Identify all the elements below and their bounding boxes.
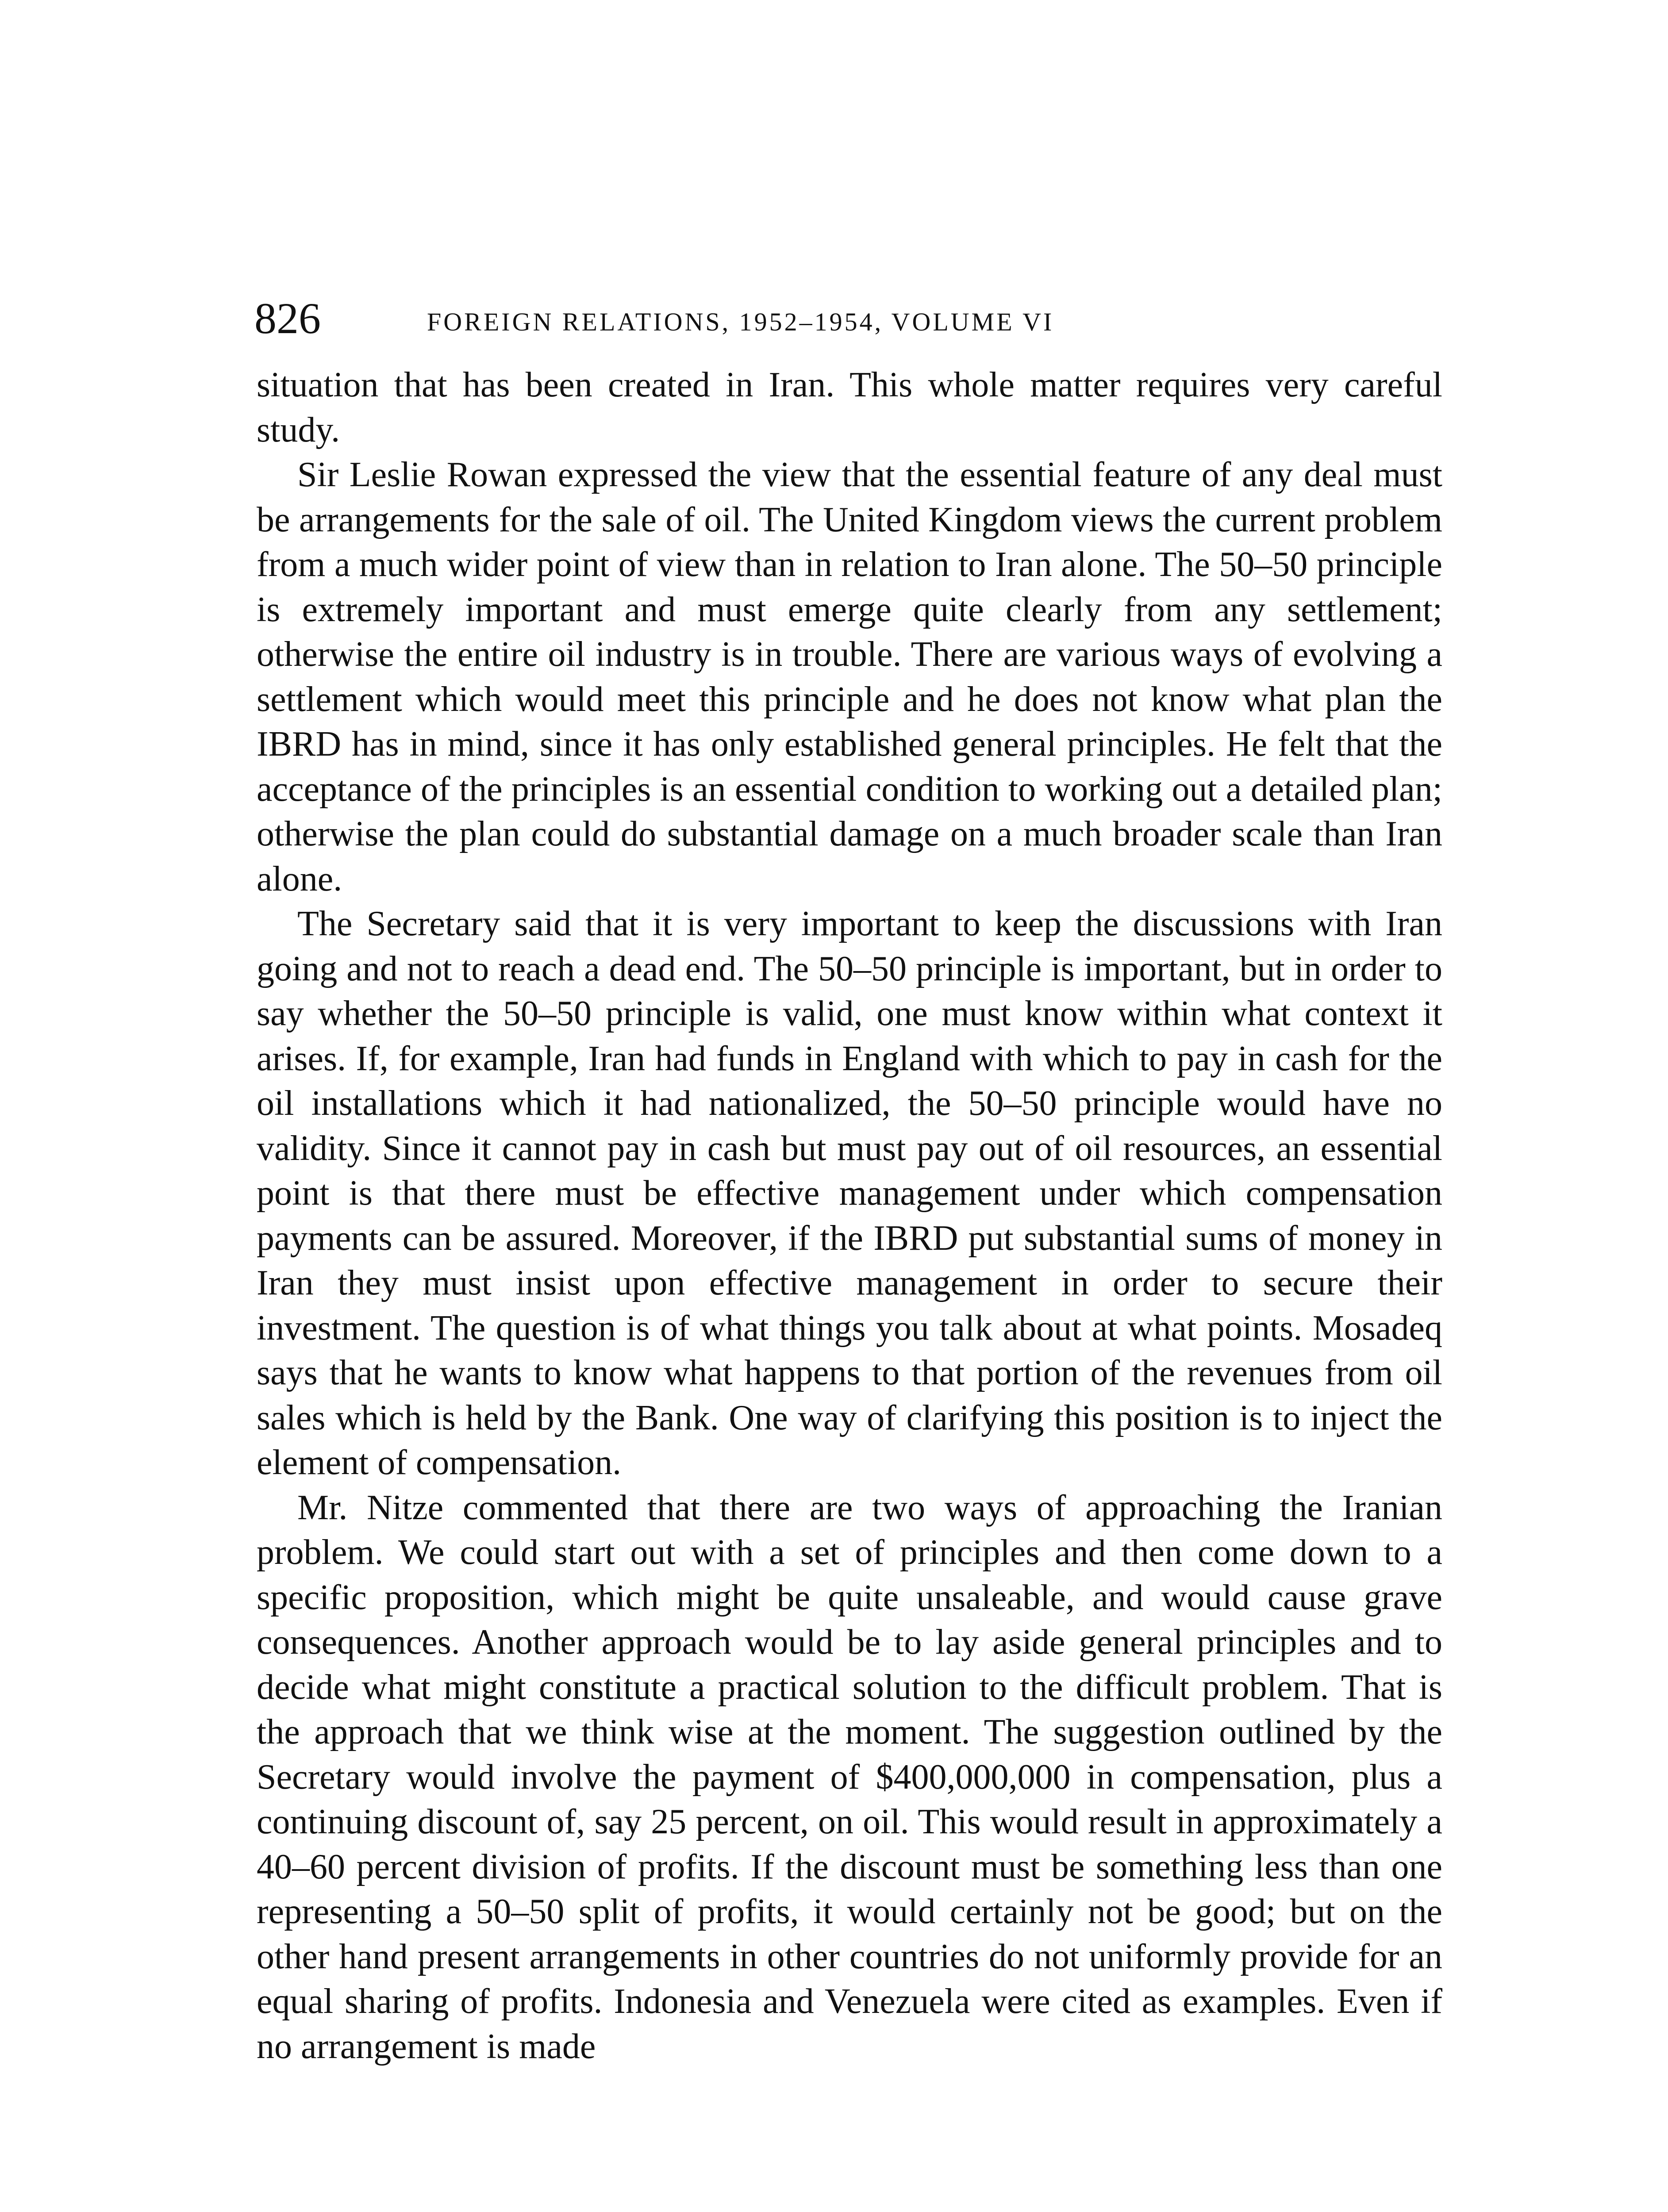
page-number: 826	[254, 294, 321, 343]
paragraph-rowan: Sir Leslie Rowan expressed the view that the essential feature of any deal must be arrangements for the sale of oil. The United Kingdom views the current problem from a much wider point of view than in relation to Iran alone. The 50–50 principle is extremely important and must emerge quite clearly from any settlement; otherwise the entire oil industry is in trouble. There are various ways of evolving a settlement which would meet this principle and he does not know what plan the IBRD has in mind, since it has only established general principles. He felt that the acceptance of the principles is an essential condition to working out a detailed plan; otherwise the plan could do substantial damage on a much broader scale than Iran alone.	[257, 455, 1442, 899]
paragraph-nitze: Mr. Nitze commented that there are two ways of approaching the Iranian problem. We could start out with a set of principles and then come down to a specific proposition, which might be quite unsaleable, and would cause grave consequences. Another approach would be to lay aside general principles and to decide what might constitute a practical solution to the difficult problem. That is the approach that we think wise at the moment. The suggestion outlined by the Secretary would involve the payment of $400,000,000 in compensation, plus a continuing discount of, say 25 percent, on oil. This would result in approximately a 40–60 percent division of profits. If the discount must be something less than one representing a 50–50 split of profits, it would certainly not be good; but on the other hand present arrangements in other countries do not uniformly provide for an equal sharing of profits. Indonesia and Venezuela were cited as examples. Even if no arrangement is made	[257, 1488, 1442, 2066]
paragraph-secretary: The Secretary said that it is very important to keep the discussions with Iran going and not to reach a dead end. The 50–50 principle is important, but in order to say whether the 50–50 principle is valid, one must know within what context it arises. If, for example, Iran had funds in England with which to pay in cash for the oil installations which it had nationalized, the 50–50 principle would have no validity. Since it cannot pay in cash but must pay out of oil resources, an essential point is that there must be effective management under which compensation payments can be assured. Moreover, if the IBRD put substantial sums of money in Iran they must insist upon effective management in order to secure their investment. The question is of what things you talk about at what points. Mosadeq says that he wants to know what happens to that portion of the revenues from oil sales which is held by the Bank. One way of clarifying this position is to inject the element of compensation.	[257, 904, 1442, 1482]
running-head	[254, 290, 1449, 347]
paragraph-continued: situation that has been created in Iran. This whole matter requires very careful study.	[257, 365, 1442, 449]
body-text	[257, 363, 1442, 2069]
running-title: FOREIGN RELATIONS, 1952–1954, VOLUME VI	[427, 307, 1054, 336]
